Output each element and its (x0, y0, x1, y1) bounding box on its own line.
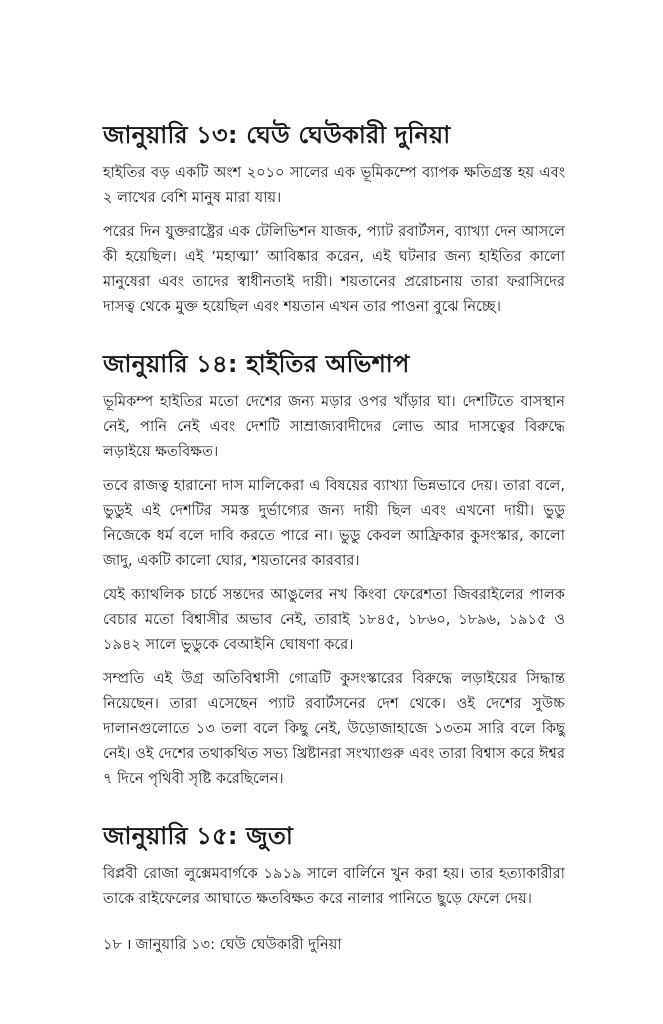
paragraph: তবে রাজত্ব হারানো দাস মালিকেরা এ বিষয়ের ব্যাখ্যা ভিন্নভাবে দেয়। তারা বলে, ভুডুই এই দেশটির সমস্ত দুর্ভাগ্যের জন্য দায়ী ছিল এবং এখনো দায়ী। ভুডু নিজেকে ধর্ম বলে দাবি করতে পারে না। ভুডু কেবল আফ্রিকার কুসংস্কার, কালো জাদু, একটি কালো ঘোর, শয়তানের কারবার। (103, 477, 565, 569)
paragraph: বিপ্লবী রোজা লুক্সেমবার্গকে ১৯১৯ সালে বার্লিনে খুন করা হয়। তার হত্যাকারীরা তাকে রাইফেলের আঘাতে ক্ষতবিক্ষত করে নালার পানিতে ছুড়ে ফেলে দেয়। (103, 865, 565, 907)
paragraph: হাইতির বড় একটি অংশ ২০১০ সালের এক ভূমিকম্পে ব্যাপক ক্ষতিগ্রস্ত হয় এবং ২ লাখের বেশি মানুষ মারা যায়। (103, 164, 565, 206)
section-heading: জানুয়ারি ১৩: ঘেউ ঘেউকারী দুনিয়া (103, 121, 451, 149)
page-footer (103, 934, 342, 956)
footer-separator: । (125, 936, 132, 953)
running-title: জানুয়ারি ১৩: ঘেউ ঘেউকারী দুনিয়া (135, 936, 342, 953)
section-heading: জানুয়ারি ১৫: জুতা (103, 822, 294, 850)
section-heading: জানুয়ারি ১৪: হাইতির অভিশাপ (103, 350, 410, 378)
section-january-14 (103, 347, 565, 791)
paragraph: পরের দিন যুক্তরাষ্ট্রের এক টেলিভিশন যাজক, প্যাট রবার্টসন, ব্যাখ্যা দেন আসলে কী হয়েছিল। এই ‘মহাত্মা’ আবিষ্কার করেন, এই ঘটনার জন্য হাইতির কালো মানুষেরা এবং তাদের স্বাধীনতাই দায়ী। শয়তানের প্ররোচনায় তারা ফরাসিদের দাসত্ব থেকে মুক্ত হয়েছিল এবং শয়তান এখন তার পাওনা বুঝে নিচ্ছে। (103, 223, 565, 315)
paragraph: সম্প্রতি এই উগ্র অতিবিশ্বাসী গোত্রটি কুসংস্কারের বিরুদ্ধে লড়াইয়ের সিদ্ধান্ত নিয়েছেন। তারা এসেছেন প্যাট রবার্টসনের দেশ থেকে। ওই দেশের সুউচ্চ দালানগুলোতে ১৩ তলা বলে কিছু নেই, উড়োজাহাজে ১৩তম সারি বলে কিছু নেই। ওই দেশের তথাকথিত সভ্য খ্রিষ্টানরা সংখ্যাগুরু এবং তারা বিশ্বাস করে ঈশ্বর ৭ দিনে পৃথিবী সৃষ্টি করেছিলেন। (103, 670, 565, 787)
page-body (103, 118, 565, 920)
paragraph: ভূমিকম্প হাইতির মতো দেশের জন্য মড়ার ওপর খাঁড়ার ঘা। দেশটিতে বাসস্থান নেই, পানি নেই এবং দেশটি সাম্রাজ্যবাদীদের লোভ আর দাসত্বের বিরুদ্ধে লড়াইয়ে ক্ষতবিক্ষত। (103, 393, 565, 460)
section-january-15 (103, 819, 565, 911)
page-number: ১৮ (103, 936, 122, 953)
section-january-13 (103, 118, 565, 319)
paragraph: যেই ক্যাথলিক চার্চে সন্তদের আঙুলের নখ কিংবা ফেরেশতা জিবরাইলের পালক বেচার মতো বিশ্বাসীর অভাব নেই, তারাই ১৮৪৫, ১৮৬০, ১৮৯৬, ১৯১৫ ও ১৯৪২ সালে ভুডুকে বেআইনি ঘোষণা করে। (103, 586, 565, 653)
